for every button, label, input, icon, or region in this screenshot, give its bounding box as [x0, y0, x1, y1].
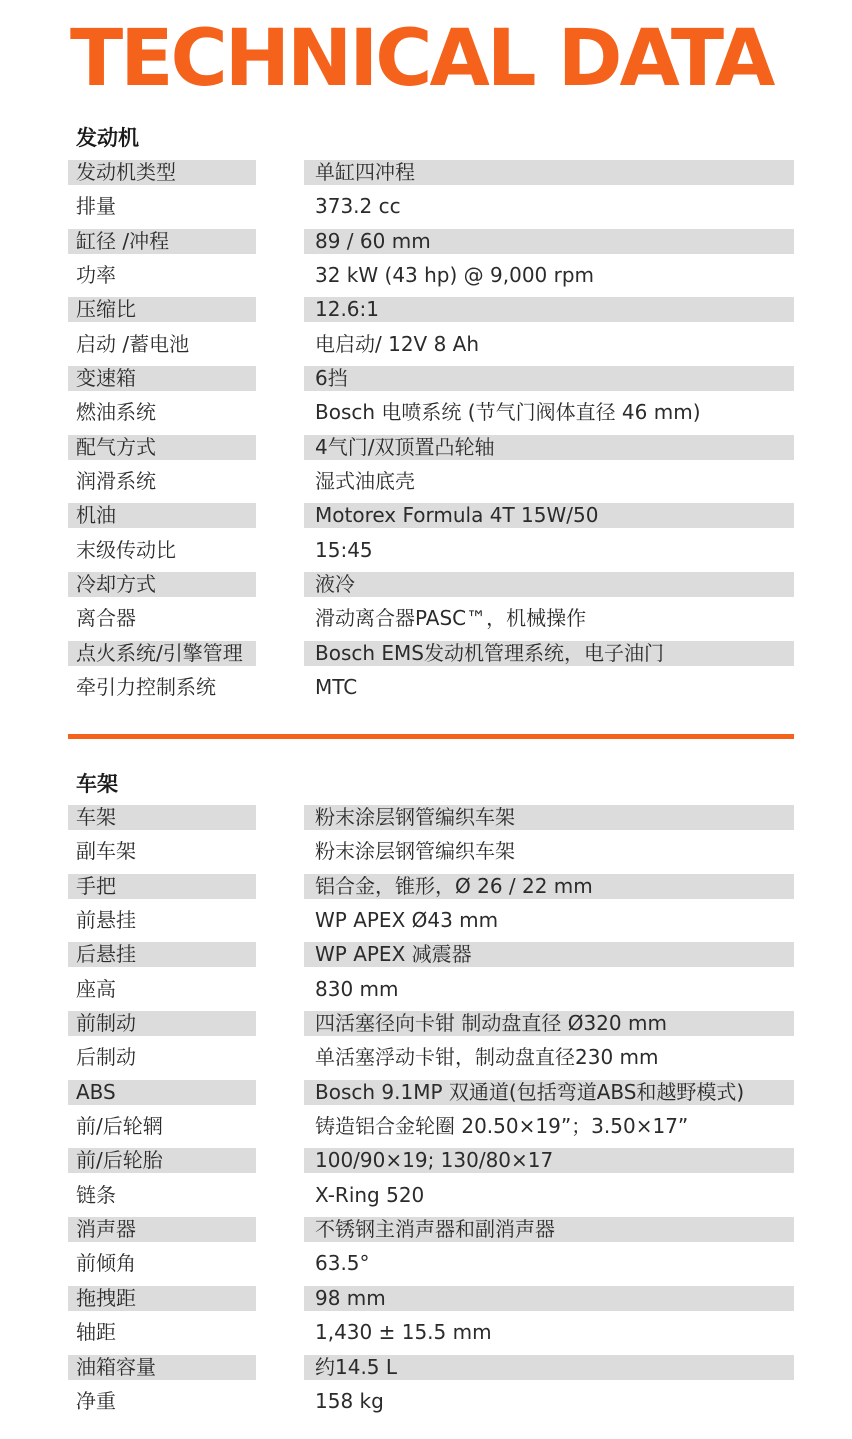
spec-label: 消声器	[68, 1217, 256, 1242]
spec-label: 前悬挂	[76, 908, 136, 933]
spec-row	[0, 672, 852, 706]
spec-label: 座高	[76, 976, 116, 1001]
spec-row	[0, 1180, 852, 1214]
spec-value: 4气门/双顶置凸轮轴	[304, 435, 794, 460]
spec-row	[0, 1317, 852, 1351]
spec-row	[0, 836, 852, 870]
spec-value: 四活塞径向卡钳 制动盘直径 Ø320 mm	[304, 1011, 794, 1036]
spec-row	[0, 500, 852, 534]
spec-row	[0, 1214, 852, 1248]
spec-label: 后悬挂	[68, 942, 256, 967]
spec-value: 830 mm	[315, 976, 399, 1001]
spec-value: 约14.5 L	[304, 1355, 794, 1380]
spec-row	[0, 157, 852, 191]
spec-label: 前/后轮辋	[76, 1114, 163, 1139]
spec-value: WP APEX Ø43 mm	[315, 908, 499, 933]
spec-label: 净重	[76, 1388, 116, 1413]
spec-value: 铝合金，锥形，Ø 26 / 22 mm	[304, 874, 794, 899]
spec-label: 变速箱	[68, 366, 256, 391]
spec-value: 89 / 60 mm	[304, 229, 794, 254]
spec-value: 15:45	[315, 537, 373, 562]
spec-label: 机油	[68, 503, 256, 528]
spec-value: X-Ring 520	[315, 1182, 425, 1207]
spec-value: Bosch EMS发动机管理系统，电子油门	[304, 641, 794, 666]
spec-value: 6挡	[304, 366, 794, 391]
spec-row	[0, 1145, 852, 1179]
spec-row	[0, 260, 852, 294]
spec-row	[0, 1352, 852, 1386]
spec-value: 32 kW (43 hp) @ 9,000 rpm	[315, 263, 595, 288]
spec-row	[0, 397, 852, 431]
spec-label: 手把	[68, 874, 256, 899]
spec-value: 滑动离合器PASC™，机械操作	[315, 606, 587, 631]
spec-value: 63.5°	[315, 1251, 370, 1276]
spec-label: 油箱容量	[68, 1355, 256, 1380]
spec-label: 前/后轮胎	[68, 1148, 256, 1173]
spec-row	[0, 802, 852, 836]
section-heading-chassis: 车架	[76, 772, 118, 796]
section-divider	[68, 734, 794, 739]
spec-label: 功率	[76, 263, 116, 288]
spec-label: 轴距	[76, 1320, 116, 1345]
spec-label: 配气方式	[68, 435, 256, 460]
spec-value: 单缸四冲程	[304, 160, 794, 185]
spec-value: 电启动/ 12V 8 Ah	[315, 331, 480, 356]
spec-row	[0, 1283, 852, 1317]
spec-label: 离合器	[76, 606, 136, 631]
spec-row	[0, 329, 852, 363]
spec-label: 发动机类型	[68, 160, 256, 185]
spec-row	[0, 569, 852, 603]
spec-value: 液冷	[304, 572, 794, 597]
spec-label: 链条	[76, 1182, 116, 1207]
spec-label: 排量	[76, 194, 116, 219]
spec-value: 12.6:1	[304, 297, 794, 322]
spec-label: 车架	[68, 805, 256, 830]
spec-value: 1,430 ± 15.5 mm	[315, 1320, 492, 1345]
spec-value: 单活塞浮动卡钳，制动盘直径230 mm	[315, 1045, 659, 1070]
spec-row	[0, 638, 852, 672]
spec-label: 末级传动比	[76, 537, 176, 562]
spec-label: 缸径 /冲程	[68, 229, 256, 254]
spec-value: 100/90×19; 130/80×17	[304, 1148, 794, 1173]
spec-value: 98 mm	[304, 1286, 794, 1311]
spec-value: 373.2 cc	[315, 194, 401, 219]
spec-value: 粉末涂层钢管编织车架	[304, 805, 794, 830]
spec-value: Motorex Formula 4T 15W/50	[304, 503, 794, 528]
spec-value: MTC	[315, 675, 358, 700]
spec-row	[0, 1042, 852, 1076]
page-title: TECHNICAL DATA	[70, 14, 773, 104]
section-heading-engine: 发动机	[76, 126, 139, 150]
spec-row	[0, 466, 852, 500]
spec-label: 副车架	[76, 839, 136, 864]
spec-value: 不锈钢主消声器和副消声器	[304, 1217, 794, 1242]
spec-row	[0, 1077, 852, 1111]
spec-label: 前倾角	[76, 1251, 136, 1276]
spec-value: 158 kg	[315, 1388, 384, 1413]
spec-label: ABS	[68, 1080, 256, 1105]
spec-row	[0, 974, 852, 1008]
spec-label: 牵引力控制系统	[76, 675, 216, 700]
spec-value: WP APEX 减震器	[304, 942, 794, 967]
spec-row	[0, 1111, 852, 1145]
spec-row	[0, 939, 852, 973]
spec-value: 粉末涂层钢管编织车架	[315, 839, 515, 864]
spec-value: Bosch 电喷系统 (节气门阀体直径 46 mm)	[315, 400, 701, 425]
spec-label: 点火系统/引擎管理	[68, 641, 256, 666]
spec-label: 前制动	[68, 1011, 256, 1036]
spec-row	[0, 432, 852, 466]
spec-row	[0, 1386, 852, 1420]
spec-value: 湿式油底壳	[315, 469, 415, 494]
spec-row	[0, 1008, 852, 1042]
spec-row	[0, 363, 852, 397]
spec-table-chassis	[0, 802, 852, 1420]
spec-label: 燃油系统	[76, 400, 156, 425]
spec-table-engine	[0, 157, 852, 707]
spec-label: 润滑系统	[76, 469, 156, 494]
spec-row	[0, 871, 852, 905]
spec-label: 冷却方式	[68, 572, 256, 597]
spec-row	[0, 535, 852, 569]
spec-label: 拖拽距	[68, 1286, 256, 1311]
spec-label: 压缩比	[68, 297, 256, 322]
spec-row	[0, 1248, 852, 1282]
spec-value: 铸造铝合金轮圈 20.50×19”；3.50×17”	[315, 1114, 689, 1139]
spec-row	[0, 294, 852, 328]
spec-row	[0, 191, 852, 225]
spec-row	[0, 905, 852, 939]
spec-row	[0, 226, 852, 260]
spec-value: Bosch 9.1MP 双通道(包括弯道ABS和越野模式)	[304, 1080, 794, 1105]
spec-label: 后制动	[76, 1045, 136, 1070]
spec-row	[0, 603, 852, 637]
spec-label: 启动 /蓄电池	[76, 331, 190, 356]
